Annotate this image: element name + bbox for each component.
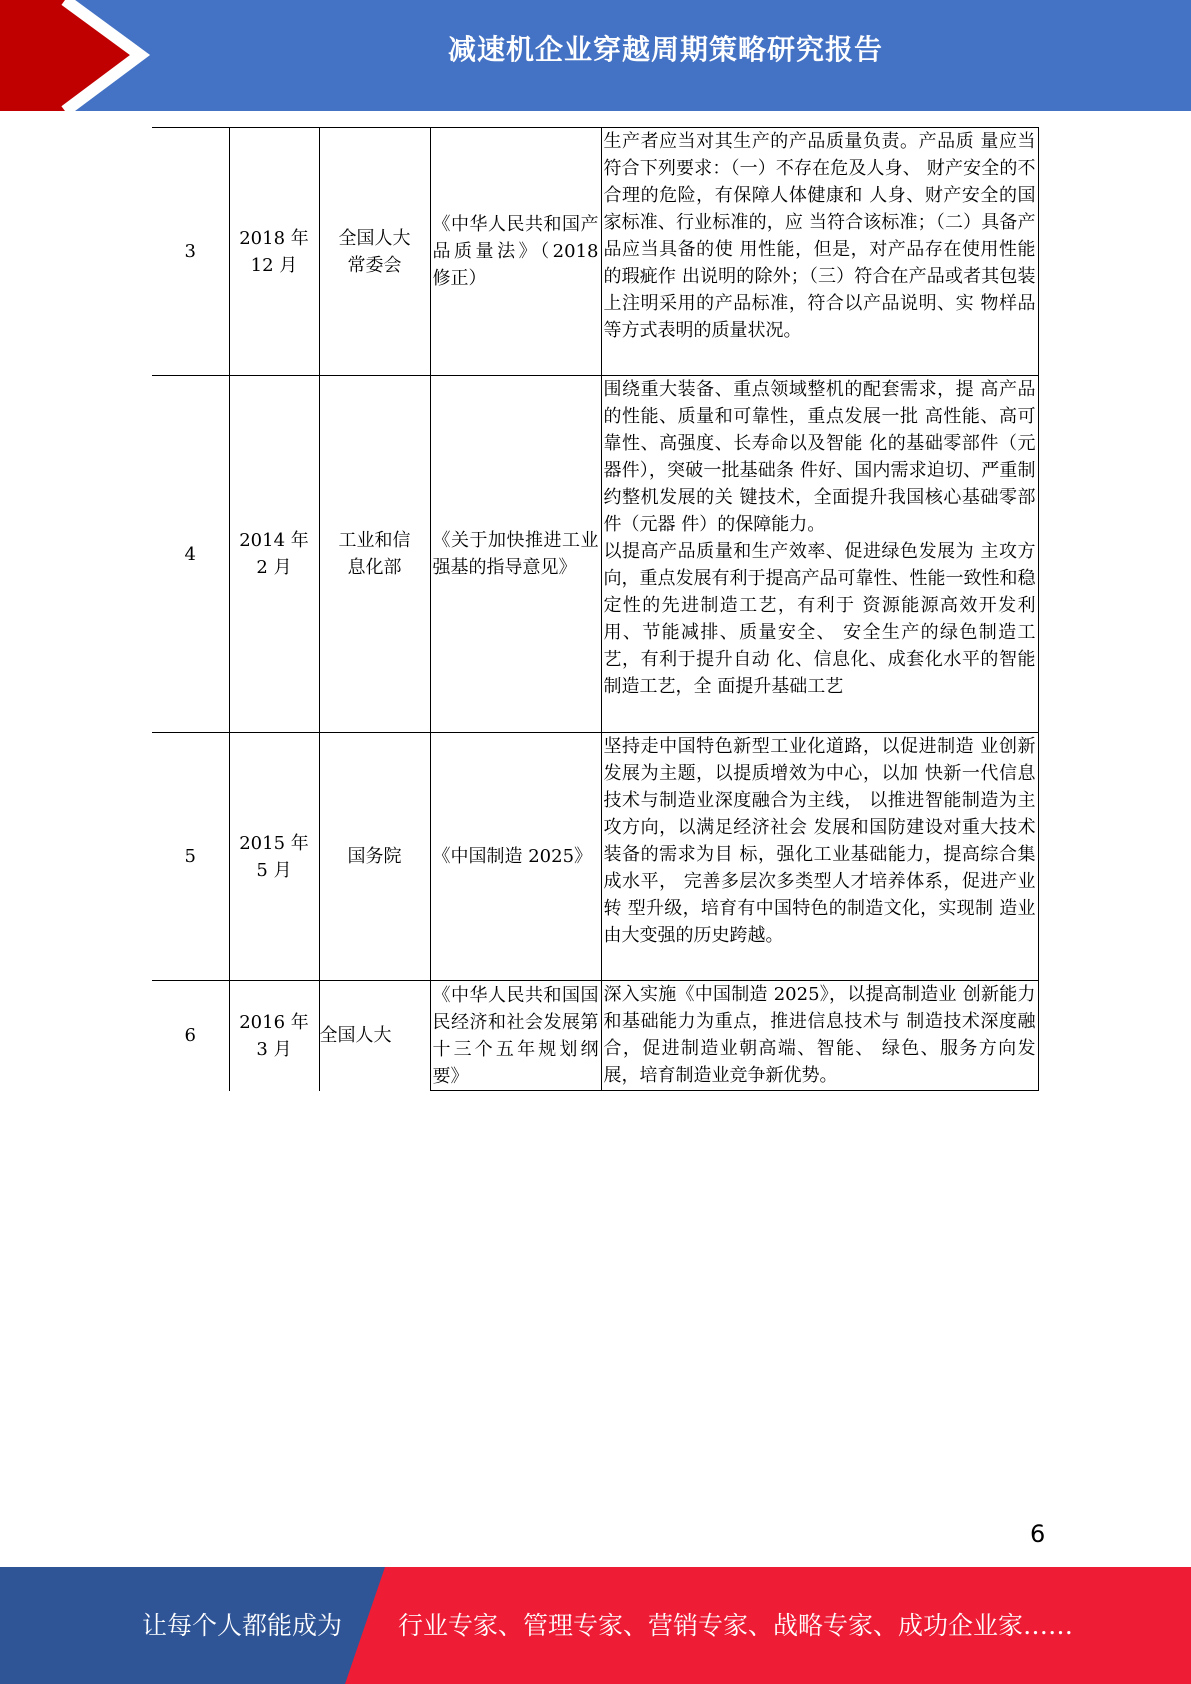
issuing-body: 全国人大 常委会 [319,128,430,376]
policy-document: 《中国制造 2025》 [430,733,601,981]
issue-date: 2016 年 3 月 [229,981,319,1091]
issuing-body: 全国人大 [319,981,430,1091]
issue-date: 2014 年 2 月 [229,376,319,733]
page-header [0,0,1191,111]
policy-document: 《关于加快推进工业强基的指导意见》 [430,376,601,733]
policy-document: 《中华人民共和国国民经济和社会发展第十三个五年规划纲要》 [430,981,601,1091]
report-title: 减速机企业穿越周期策略研究报告 [447,33,883,66]
policy-table [152,127,1039,1091]
table-row [152,376,1038,733]
policy-content: 坚持走中国特色新型工业化道路，以促进制造 业创新发展为主题，以提质增效为中心，以加 快新一代信息技术与制造业深度融合为主线， 以推进智能制造为主攻方向，以满足经济社会 发展和国防建设对重大技术装备的需求为目 标，强化工业基础能力，提高综合集成水平， 完善多层次多类型人才培养体系，促进产业转 型升级，培育有中国特色的制造文化，实现制 造业由大变强的历史跨越。 [601,733,1038,981]
page-footer [0,1567,1191,1684]
row-number: 5 [152,733,229,981]
policy-content: 深入实施《中国制造 2025》，以提高制造业 创新能力和基础能力为重点，推进信息技术与 制造技术深度融合，促进制造业朝高端、智能、 绿色、服务方向发展，培育制造业竞争新优势。 [601,981,1038,1091]
policy-content: 围绕重大装备、重点领域整机的配套需求，提 高产品的性能、质量和可靠性，重点发展一批 高性能、高可靠性、高强度、长寿命以及智能 化的基础零部件（元器件），突破一批基础条 件好、国内需求迫切、严重制约整机发展的关 键技术，全面提升我国核心基础零部件（元器 件）的保障能力。 以提高产品质量和生产效率、促进绿色发展为 主攻方向，重点发展有利于提高产品可靠性、性能一致性和稳定性的先进制造工艺，有利于 资源能源高效开发利用、节能减排、质量安全、 安全生产的绿色制造工艺，有利于提升自动 化、信息化、成套化水平的智能制造工艺，全 面提升基础工艺 [601,376,1038,733]
footer-slogan-right: 行业专家、管理专家、营销专家、战略专家、成功企业家…… [398,1611,1074,1640]
issuing-body: 国务院 [319,733,430,981]
issuing-body: 工业和信 息化部 [319,376,430,733]
row-number: 4 [152,376,229,733]
page-number: 6 [1030,1520,1046,1548]
policy-document: 《中华人民共和国产品质量法》（2018 修正） [430,128,601,376]
row-number: 6 [152,981,229,1091]
policy-content: 生产者应当对其生产的产品质量负责。产品质 量应当符合下列要求：（一）不存在危及人身、 财产安全的不合理的危险，有保障人体健康和 人身、财产安全的国家标准、行业标准的，应 当符合该标准；（二）具备产品应当具备的使 用性能，但是，对产品存在使用性能的瑕疵作 出说明的除外；（三）符合在产品或者其包装 上注明采用的产品标准，符合以产品说明、实 物样品等方式表明的质量状况。 [601,128,1038,376]
row-number: 3 [152,128,229,376]
table-row [152,981,1038,1091]
table-row [152,733,1038,981]
issue-date: 2018 年 12 月 [229,128,319,376]
footer-slogan-left: 让每个人都能成为 [142,1611,343,1640]
table-row [152,128,1038,376]
issue-date: 2015 年 5 月 [229,733,319,981]
